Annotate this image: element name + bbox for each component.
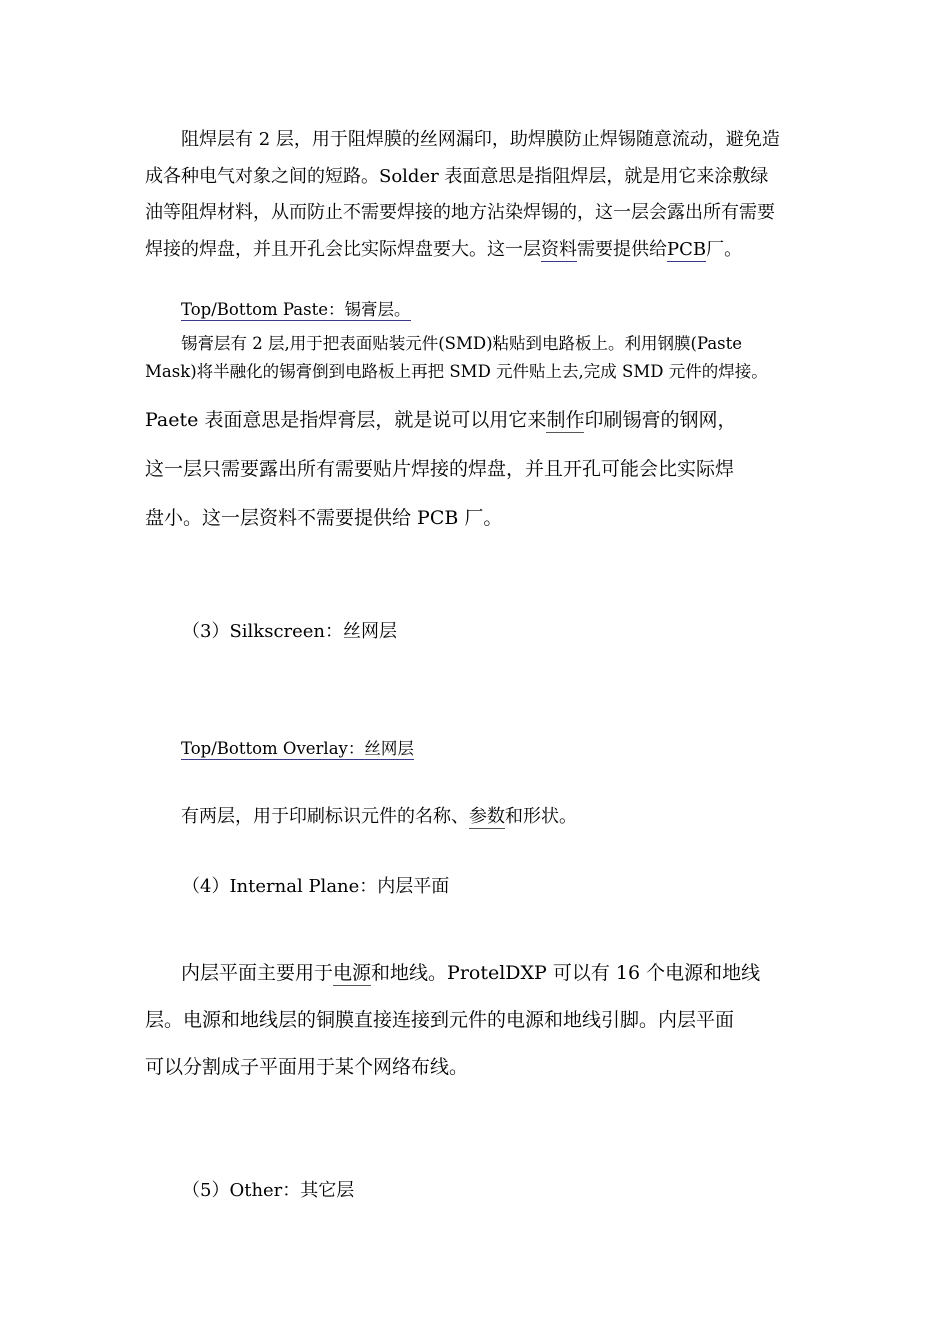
text-line [145, 396, 736, 445]
text-line: 锡膏层有 2 层,用于把表面贴装元件(SMD)粘贴到电路板上。利用钢膜(Paste [181, 334, 743, 353]
text-line: 阻焊层有 2 层，用于阻焊膜的丝网漏印，助焊膜防止焊锡随意流动，避免造 [181, 129, 780, 150]
heading-paste-text[interactable]: Top/Bottom Paste：锡膏层。 [181, 300, 411, 319]
link-ziliao[interactable]: 资料 [541, 238, 577, 260]
link-pcb[interactable]: PCB [667, 238, 707, 260]
section-heading-silkscreen: （3）Silkscreen：丝网层 [182, 621, 398, 642]
text-line: Mask)将半融化的锡膏倒到电路板上再把 SMD 元件贴上去,完成 SMD 元件的焊接。 [145, 361, 768, 381]
link-dianyuan[interactable]: 电源 [333, 962, 372, 984]
text-line: 油等阻焊材料，从而防止不需要焊接的地方沾染焊锡的，这一层会露出所有需要 [145, 202, 775, 223]
text-fragment: 有两层，用于印刷标识元件的名称、 [181, 806, 469, 827]
text-line: 盘小。这一层资料不需要提供给 PCB 厂。 [145, 507, 503, 529]
text-line: 层。电源和地线层的铜膜直接连接到元件的电源和地线引脚。内层平面 [145, 1009, 735, 1031]
text-fragment: 印刷锡膏的钢网， [584, 409, 737, 431]
heading-paste-link[interactable] [181, 297, 411, 323]
heading-overlay-link[interactable] [181, 736, 414, 762]
paragraph-paste-continued [145, 396, 736, 543]
text-line: 这一层只需要露出所有需要贴片焊接的焊盘，并且开孔可能会比实际焊 [145, 458, 735, 480]
text-fragment: 厂。 [706, 238, 743, 260]
paragraph-paste [145, 330, 768, 385]
text-fragment: 和形状。 [505, 806, 577, 827]
text-fragment: 内层平面主要用于 [181, 962, 334, 984]
paragraph-overlay [181, 803, 577, 831]
link-zhizuo[interactable]: 制作 [546, 409, 585, 431]
text-line [145, 950, 760, 997]
section-heading-other: （5）Other：其它层 [182, 1180, 355, 1201]
text-fragment: 焊接的焊盘，并且开孔会比实际焊盘要大。这一层 [145, 238, 541, 260]
text-fragment: 和地线。ProtelDXP 可以有 16 个电源和地线 [371, 962, 761, 984]
section-heading-internal-plane: （4）Internal Plane：内层平面 [182, 876, 450, 897]
text-line: 可以分割成子平面用于某个网络布线。 [145, 1056, 469, 1078]
text-fragment: Paete 表面意思是指焊膏层，就是说可以用它来 [145, 409, 547, 431]
paragraph-internal-plane [145, 950, 760, 1091]
text-line: 成各种电气对象之间的短路。Solder 表面意思是指阻焊层，就是用它来涂敷绿 [145, 165, 769, 187]
text-line [145, 232, 780, 269]
link-canshu[interactable]: 参数 [469, 806, 505, 827]
text-fragment: 需要提供给 [577, 238, 667, 260]
paragraph-solder-mask [145, 122, 780, 268]
heading-overlay-text[interactable]: Top/Bottom Overlay：丝网层 [181, 739, 414, 758]
